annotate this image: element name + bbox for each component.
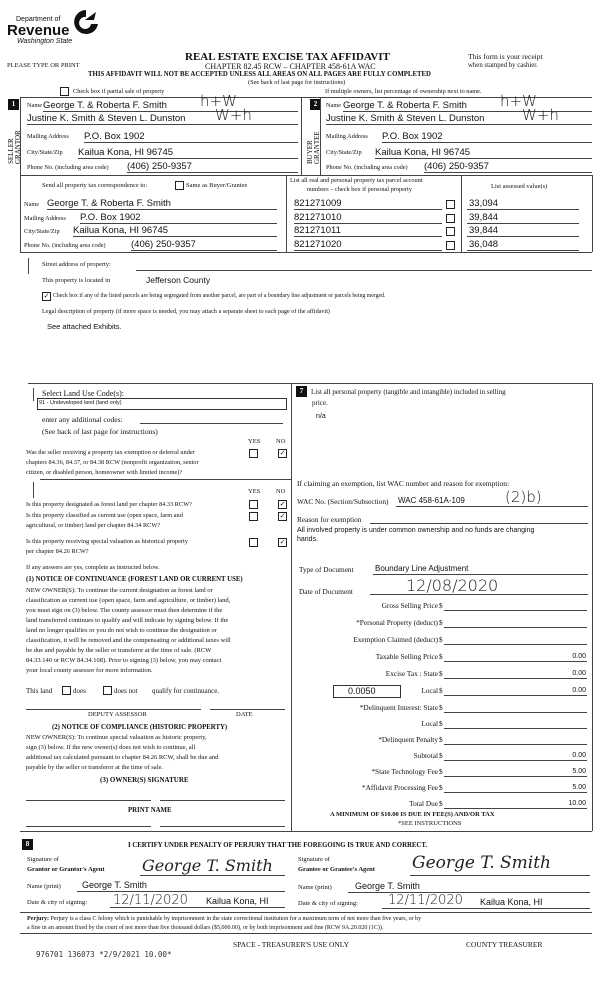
underline [294, 209, 442, 210]
does-not-checkbox[interactable] [103, 686, 112, 695]
owner-signature-line-2[interactable] [160, 800, 285, 801]
personal-property-checkbox[interactable] [446, 200, 455, 209]
correspondence-city[interactable]: Kailua Kona, HI 96745 [73, 225, 169, 236]
reason-label: Reason for exemption [297, 515, 362, 524]
grantee-name-print[interactable]: George T. Smith [355, 881, 420, 891]
city-label: City/State/Zip [24, 228, 60, 235]
body-line: NEW OWNER(S): To continue the current designation as forest land or [26, 587, 213, 594]
underline [47, 209, 277, 210]
grantor-name-print[interactable]: George T. Smith [82, 880, 147, 890]
q4-no-checkbox[interactable]: ✓ [279, 538, 286, 546]
underline [467, 236, 579, 237]
wac-value[interactable]: WAC 458-61A-109 [398, 496, 465, 505]
legal-description-value[interactable]: See attached Exhibits. [47, 322, 122, 331]
q3-yes-checkbox[interactable] [249, 512, 258, 521]
divider [301, 97, 302, 175]
county-value[interactable]: Jefferson County [146, 275, 211, 285]
logo-line2: Revenue [7, 22, 70, 39]
same-as-buyer-label: Same as Buyer/Grantee [186, 182, 248, 189]
perjury-line-1: Perjury is a class C felony which is punishable by imprisonment in the state correctional institution for a maximum term of not more than five years, or by [50, 916, 422, 922]
print-name-label: PRINT NAME [128, 807, 172, 814]
assessed-value[interactable]: 39,844 [469, 212, 499, 223]
additional-codes-field[interactable] [140, 423, 283, 424]
buyer-ownership-note-2: W+h [522, 106, 559, 124]
underline [444, 808, 587, 809]
deputy-assessor-line[interactable] [26, 709, 201, 710]
print-name-line[interactable] [26, 826, 151, 827]
divider [20, 97, 21, 175]
seller-ownership-note-2: W+h [215, 106, 252, 124]
exemption-label: If claiming an exemption, list WAC number and reason for exemption: [297, 479, 510, 488]
no-header: NO [276, 488, 286, 495]
tax-row-label: Gross Selling Price [381, 601, 438, 610]
tax-row-value[interactable]: 5.00 [572, 768, 586, 775]
body-line: land no longer qualifies or you do not wish to continue the designation or [26, 627, 217, 634]
personal-property-value[interactable]: n/a [316, 413, 326, 420]
question-2: Is this property designated as forest land per chapter 84.33 RCW? [26, 501, 192, 508]
buyer-ownership-note-1: h+W [500, 92, 537, 110]
logo-line1: Department of [16, 16, 61, 23]
same-as-buyer-checkbox[interactable] [175, 181, 184, 190]
underline [444, 695, 587, 696]
q4-yes-checkbox[interactable] [249, 538, 258, 547]
underline [326, 124, 592, 125]
located-label: This property is located in [42, 277, 111, 284]
section-number: 7 [296, 386, 307, 397]
street-address-label: Street address of property: [42, 261, 111, 268]
underline [131, 250, 277, 251]
underline [444, 792, 587, 793]
buyer-name-1[interactable]: George T. & Roberta F. Smith [343, 100, 467, 111]
receipt-note-1: This form is your receipt [468, 52, 543, 61]
county-treasurer-label: COUNTY TREASURER [466, 940, 543, 949]
body-line: NEW OWNER(S): To continue special valuation as historic property, [26, 734, 207, 741]
divider [20, 912, 592, 913]
signature-of-label: Signature of [27, 856, 59, 863]
divider [592, 175, 593, 252]
print-name-line-2[interactable] [160, 826, 285, 827]
underline [424, 172, 592, 173]
personal-property-label: List all personal property (tangible and intangible) included in selling [311, 388, 506, 396]
correspondence-phone[interactable]: (406) 250-9357 [131, 239, 196, 250]
divider [33, 482, 34, 498]
notice-continuance-title: (1) NOTICE OF CONTINUANCE (FOREST LAND OR CURRENT USE) [26, 576, 243, 583]
divider [291, 383, 292, 831]
treasurer-space-label: SPACE - TREASURER'S USE ONLY [233, 940, 350, 949]
divider [286, 175, 287, 252]
underline [467, 223, 579, 224]
parcel-number[interactable]: 821271020 [294, 239, 342, 250]
tax-row-value[interactable]: 5.00 [572, 784, 586, 791]
underline [348, 892, 590, 893]
name-print-label: Name (print) [298, 884, 332, 891]
yes-header: YES [248, 438, 261, 445]
multiple-owners-note: If multiple owners, list percentage of ownership next to name. [325, 88, 482, 95]
tax-row-label: Local [421, 686, 438, 695]
question-3: Is this property classified as current use (open space, farm and [26, 512, 183, 519]
tax-row-label: Excise Tax : State [385, 669, 438, 678]
owner-signature-line[interactable] [26, 800, 151, 801]
q1-no-checkbox[interactable]: ✓ [279, 449, 286, 457]
parcel-header: List all real and personal property tax parcel account [290, 177, 423, 184]
local-rate-box[interactable] [333, 685, 401, 698]
underline [294, 236, 442, 237]
dollar-sign: $ [439, 669, 443, 678]
wac-handwritten: (2)b) [505, 488, 542, 506]
divider [320, 97, 321, 175]
qualify-label: qualify for continuance. [152, 687, 220, 695]
notice-compliance-title: (2) NOTICE OF COMPLIANCE (HISTORIC PROPERTY) [52, 724, 228, 731]
yes-header: YES [248, 488, 261, 495]
dor-swirl-icon [72, 8, 100, 38]
date-city-label: Date & city of signing: [298, 900, 358, 907]
city-label: City/State/Zip [27, 149, 63, 156]
form-warning: THIS AFFIDAVIT WILL NOT BE ACCEPTED UNLESS ALL AREAS ON ALL PAGES ARE FULLY COMPLETED [88, 71, 431, 78]
dollar-sign: $ [439, 799, 443, 808]
underline [73, 236, 277, 237]
q2-yes-checkbox[interactable] [249, 500, 258, 509]
land-use-select[interactable] [37, 398, 287, 410]
street-address-field[interactable] [136, 270, 592, 271]
partial-sale-checkbox[interactable] [60, 87, 69, 96]
underline [110, 907, 285, 908]
underline [370, 594, 588, 595]
divider [20, 933, 592, 934]
dollar-sign: $ [439, 686, 443, 695]
underline [294, 223, 442, 224]
owner-signature-title: (3) OWNER(S) SIGNATURE [100, 776, 189, 784]
tax-row-label: Taxable Selling Price [375, 652, 438, 661]
underline [444, 776, 587, 777]
name-label: Name [24, 201, 40, 208]
q2-no-checkbox[interactable]: ✓ [279, 500, 286, 508]
tax-row-label: Total Due [409, 799, 438, 808]
parcel-header-2: numbers – check box if personal property [307, 186, 412, 193]
cashier-stamp: 976701 136073 *2/9/2021 10.00* [36, 950, 172, 959]
grantee-date[interactable]: 12/11/2020 [388, 893, 463, 908]
receipt-note-2: when stamped by cashier. [468, 62, 538, 69]
underline [444, 728, 587, 729]
body-line: payable by the seller or transferor at the time of sale. [26, 764, 163, 771]
divider [20, 252, 592, 253]
seller-grantor-label: SELLER GRANTOR [7, 130, 22, 164]
question-1-line2: chapters 84.36, 84.37, or 84.38 RCW (nonprofit organization, senior [26, 459, 199, 466]
document-date-value[interactable]: 12/08/2020 [406, 576, 499, 595]
underline [467, 250, 579, 251]
grantor-city[interactable]: Kailua Kona, HI [206, 896, 269, 906]
buyer-city[interactable]: Kailua Kona, HI 96745 [375, 147, 471, 158]
date-label: DATE [236, 711, 253, 718]
tax-row-label: *Personal Property (deduct) [356, 618, 438, 627]
phone-label: Phone No. (including area code) [24, 242, 106, 249]
buyer-name-2[interactable]: Justine K. Smith & Steven L. Dunston [326, 113, 485, 124]
seller-name-1[interactable]: George T. & Roberta F. Smith [43, 100, 167, 111]
underline [444, 644, 587, 645]
perjury-note [27, 916, 421, 922]
correspondence-mailing[interactable]: P.O. Box 1902 [80, 212, 141, 223]
underline [373, 574, 588, 575]
section-number: 8 [22, 839, 33, 850]
seller-phone[interactable]: (406) 250-9357 [127, 161, 192, 172]
underline [84, 142, 298, 143]
tax-row-label: *Affidavit Processing Fee [361, 783, 438, 792]
underline [370, 523, 588, 524]
certify-title: I CERTIFY UNDER PENALTY OF PERJURY THAT THE FOREGOING IS TRUE AND CORRECT. [128, 842, 428, 849]
section-number: 1 [8, 99, 19, 110]
date-city-label: Date & city of signing: [27, 899, 87, 906]
underline [467, 209, 579, 210]
seller-ownership-note-1: h+W [200, 92, 237, 110]
name-label: Name [27, 102, 43, 109]
question-1-line3: citizen, or disabled person, homeowner with limited income)? [26, 469, 183, 476]
dollar-sign: $ [439, 635, 443, 644]
does-label: does [73, 687, 86, 695]
this-land-label: This land [26, 687, 53, 695]
assessed-value[interactable]: 36,048 [469, 239, 499, 250]
underline [140, 875, 285, 876]
dollar-sign: $ [439, 783, 443, 792]
name-label: Name [326, 102, 342, 109]
city-label: City/State/Zip [326, 149, 362, 156]
seller-city[interactable]: Kailua Kona, HI 96745 [78, 147, 174, 158]
assessed-value[interactable]: 33,094 [469, 198, 499, 209]
personal-property-label-2: price. [312, 399, 328, 407]
assessed-value[interactable]: 39,844 [469, 225, 499, 236]
see-back-note: (See back of last page for instructions) [248, 79, 346, 86]
grantee-city[interactable]: Kailua Kona, HI [480, 897, 543, 907]
grantor-date[interactable]: 12/11/2020 [113, 893, 188, 908]
personal-property-checkbox[interactable] [446, 214, 455, 223]
question-4-line2: per chapter 84.26 RCW? [26, 548, 89, 555]
underline [444, 610, 587, 611]
underline [444, 661, 587, 662]
minimum-due-note: A MINIMUM OF $10.00 IS DUE IN FEE(S) AND/OR TAX [330, 811, 495, 818]
buyer-phone[interactable]: (406) 250-9357 [424, 161, 489, 172]
land-use-selected: 91 - Undeveloped land (land only) [39, 400, 122, 406]
additional-codes-label: enter any additional codes: [42, 415, 123, 424]
tax-row-label: *Delinquent Penalty [378, 735, 438, 744]
assessed-header: List assessed value(s) [491, 183, 548, 190]
phone-label: Phone No. (including area code) [326, 164, 408, 171]
body-line: 84.33.140 or RCW 84.34.108). Prior to signing (3) below, you may contact [26, 657, 222, 664]
tax-row-value[interactable]: 0.00 [572, 670, 586, 677]
divider [33, 388, 34, 401]
form-title: REAL ESTATE EXCISE TAX AFFIDAVIT [185, 51, 390, 63]
body-line: classification, it will be removed and the compensating or additional taxes will [26, 637, 231, 644]
body-line: additional tax calculated pursuant to chapter 84.26 RCW, shall be due and [26, 754, 219, 761]
parcel-number[interactable]: 821271009 [294, 198, 342, 209]
perjury-line-2: a fine in an amount fixed by the court of not more than five thousand dollars ($5,000.00), or by both imprisonment and fine (RCW 9A.20.020 (1C)). [27, 925, 384, 931]
mailing-label: Mailing Address [27, 133, 69, 140]
document-type-label: Type of Document [299, 565, 354, 574]
correspondence-label: Send all property tax correspondence to: [42, 182, 148, 189]
underline [382, 142, 592, 143]
q1-yes-checkbox[interactable] [249, 449, 258, 458]
underline [80, 223, 277, 224]
divider [20, 175, 592, 176]
dollar-sign: $ [439, 652, 443, 661]
underline [127, 172, 298, 173]
underline [410, 875, 590, 876]
question-1: Was the seller receiving a property tax exemption or deferral under [26, 449, 195, 456]
phone-label: Phone No. (including area code) [27, 164, 109, 171]
tax-row-label: *Delinquent Interest: State [359, 703, 438, 712]
segregated-checkbox[interactable]: ✓ [43, 292, 50, 300]
seller-name-2[interactable]: Justine K. Smith & Steven L. Dunston [27, 113, 186, 124]
see-instructions-note: *SEE INSTRUCTIONS [398, 820, 462, 827]
divider [20, 831, 592, 832]
grantee-agent-label: Grantee or Grantee's Agent [298, 866, 375, 873]
document-date-label: Date of Document [299, 587, 353, 596]
tax-row-value[interactable]: 0.00 [572, 752, 586, 759]
does-checkbox[interactable] [62, 686, 71, 695]
reason-value[interactable]: All involved property is under common ownership and no funds are changing [297, 527, 535, 534]
body-line: be due and payable by the seller or transferor at the time of sale. (RCW [26, 647, 212, 654]
correspondence-name[interactable]: George T. & Roberta F. Smith [47, 198, 171, 209]
dollar-sign: $ [439, 618, 443, 627]
grantee-signature[interactable]: George T. Smith [412, 853, 551, 873]
body-line: classification as current use (open space, farm and agriculture, or timber) land, [26, 597, 231, 604]
no-header: NO [276, 438, 286, 445]
tax-row-value[interactable]: 0.00 [572, 687, 586, 694]
does-not-label: does not [114, 687, 138, 695]
underline [43, 111, 298, 112]
please-type: PLEASE TYPE OR PRINT [7, 62, 80, 69]
buyer-grantee-label: BUYER GRANTEE [306, 131, 321, 164]
underline [444, 627, 587, 628]
tax-row-value[interactable]: 0.00 [572, 653, 586, 660]
question-3-line2: agricultural, or timber) land per chapter 84.34 RCW? [26, 522, 161, 529]
underline [382, 908, 590, 909]
if-yes-note: If any answers are yes, complete as instructed below. [26, 564, 160, 571]
tax-row-label: Local [421, 719, 438, 728]
underline [396, 506, 588, 507]
local-rate-value: 0.0050 [348, 686, 376, 696]
tax-row-label: Subtotal [413, 751, 438, 760]
grantor-agent-label: Grantor or Grantor's Agent [27, 866, 105, 873]
mailing-label: Mailing Address [326, 133, 368, 140]
name-print-label: Name (print) [27, 883, 61, 890]
tax-row-label: *State Technology Fee [371, 767, 438, 776]
section-number: 2 [310, 99, 321, 110]
divider [40, 479, 291, 480]
body-line: you must sign on (3) below. The county assessor must then determine if the [26, 607, 223, 614]
underline [444, 712, 587, 713]
tax-row-value[interactable]: 10.00 [568, 800, 586, 807]
body-line: sign (3) below. If the new owner(s) does not wish to continue, all [26, 744, 196, 751]
underline [375, 158, 592, 159]
dollar-sign: $ [439, 719, 443, 728]
divider [20, 175, 21, 252]
logo-line3: Washington State [17, 38, 73, 45]
perjury-label: Perjury: [27, 916, 49, 922]
dollar-sign: $ [439, 767, 443, 776]
dollar-sign: $ [439, 703, 443, 712]
underline [78, 158, 298, 159]
dollar-sign: $ [439, 601, 443, 610]
body-line: your local county assessor for more information. [26, 667, 153, 674]
underline [77, 891, 285, 892]
divider [592, 383, 593, 831]
buyer-mailing[interactable]: P.O. Box 1902 [382, 131, 443, 142]
form-chapter: CHAPTER 82.45 RCW – CHAPTER 458-61A WAC [205, 62, 376, 71]
land-use-label: Select Land Use Code(s): [42, 389, 124, 398]
underline [444, 744, 587, 745]
tax-row-label: Exemption Claimed (deduct) [353, 635, 438, 644]
parcel-number[interactable]: 821271011 [294, 225, 341, 236]
personal-property-checkbox[interactable] [446, 241, 455, 250]
parcel-number[interactable]: 821271010 [294, 212, 342, 223]
wac-label: WAC No. (Section/Subsection) [297, 497, 389, 506]
divider [461, 175, 462, 252]
mailing-label: Mailing Address [24, 215, 66, 222]
legal-description-label: Legal description of property (if more space is needed, you may attach a separate sheet to each page of the affidavit) [42, 308, 330, 315]
underline [444, 678, 587, 679]
underline [27, 124, 298, 125]
dollar-sign: $ [439, 735, 443, 744]
deputy-assessor-label: DEPUTY ASSESSOR [88, 711, 147, 718]
see-back-label: (See back of last page for instructions) [42, 427, 158, 436]
divider [28, 383, 592, 384]
assessor-date-line[interactable] [210, 709, 285, 710]
reason-value-2[interactable]: hands. [297, 536, 319, 543]
body-line: land transferred continues to qualify and will indicate by signing below. If the [26, 617, 229, 624]
q3-no-checkbox[interactable]: ✓ [279, 512, 286, 520]
personal-property-checkbox[interactable] [446, 227, 455, 236]
dollar-sign: $ [439, 751, 443, 760]
question-4: Is this property receiving special valuation as historical property [26, 538, 188, 545]
divider [28, 258, 29, 274]
underline [444, 760, 587, 761]
underline [294, 250, 442, 251]
document-type-value[interactable]: Boundary Line Adjustment [375, 564, 469, 573]
seller-mailing[interactable]: P.O. Box 1902 [84, 131, 145, 142]
segregated-label: Check box if any of the listed parcels are being segregated from another parcel, are part of a boundary line adjustment or parcels being merged. [53, 293, 386, 299]
grantor-signature[interactable]: George T. Smith [142, 856, 273, 875]
signature-of-label: Signature of [298, 856, 330, 863]
partial-sale-label: Check box if partial sale of property [73, 88, 165, 95]
